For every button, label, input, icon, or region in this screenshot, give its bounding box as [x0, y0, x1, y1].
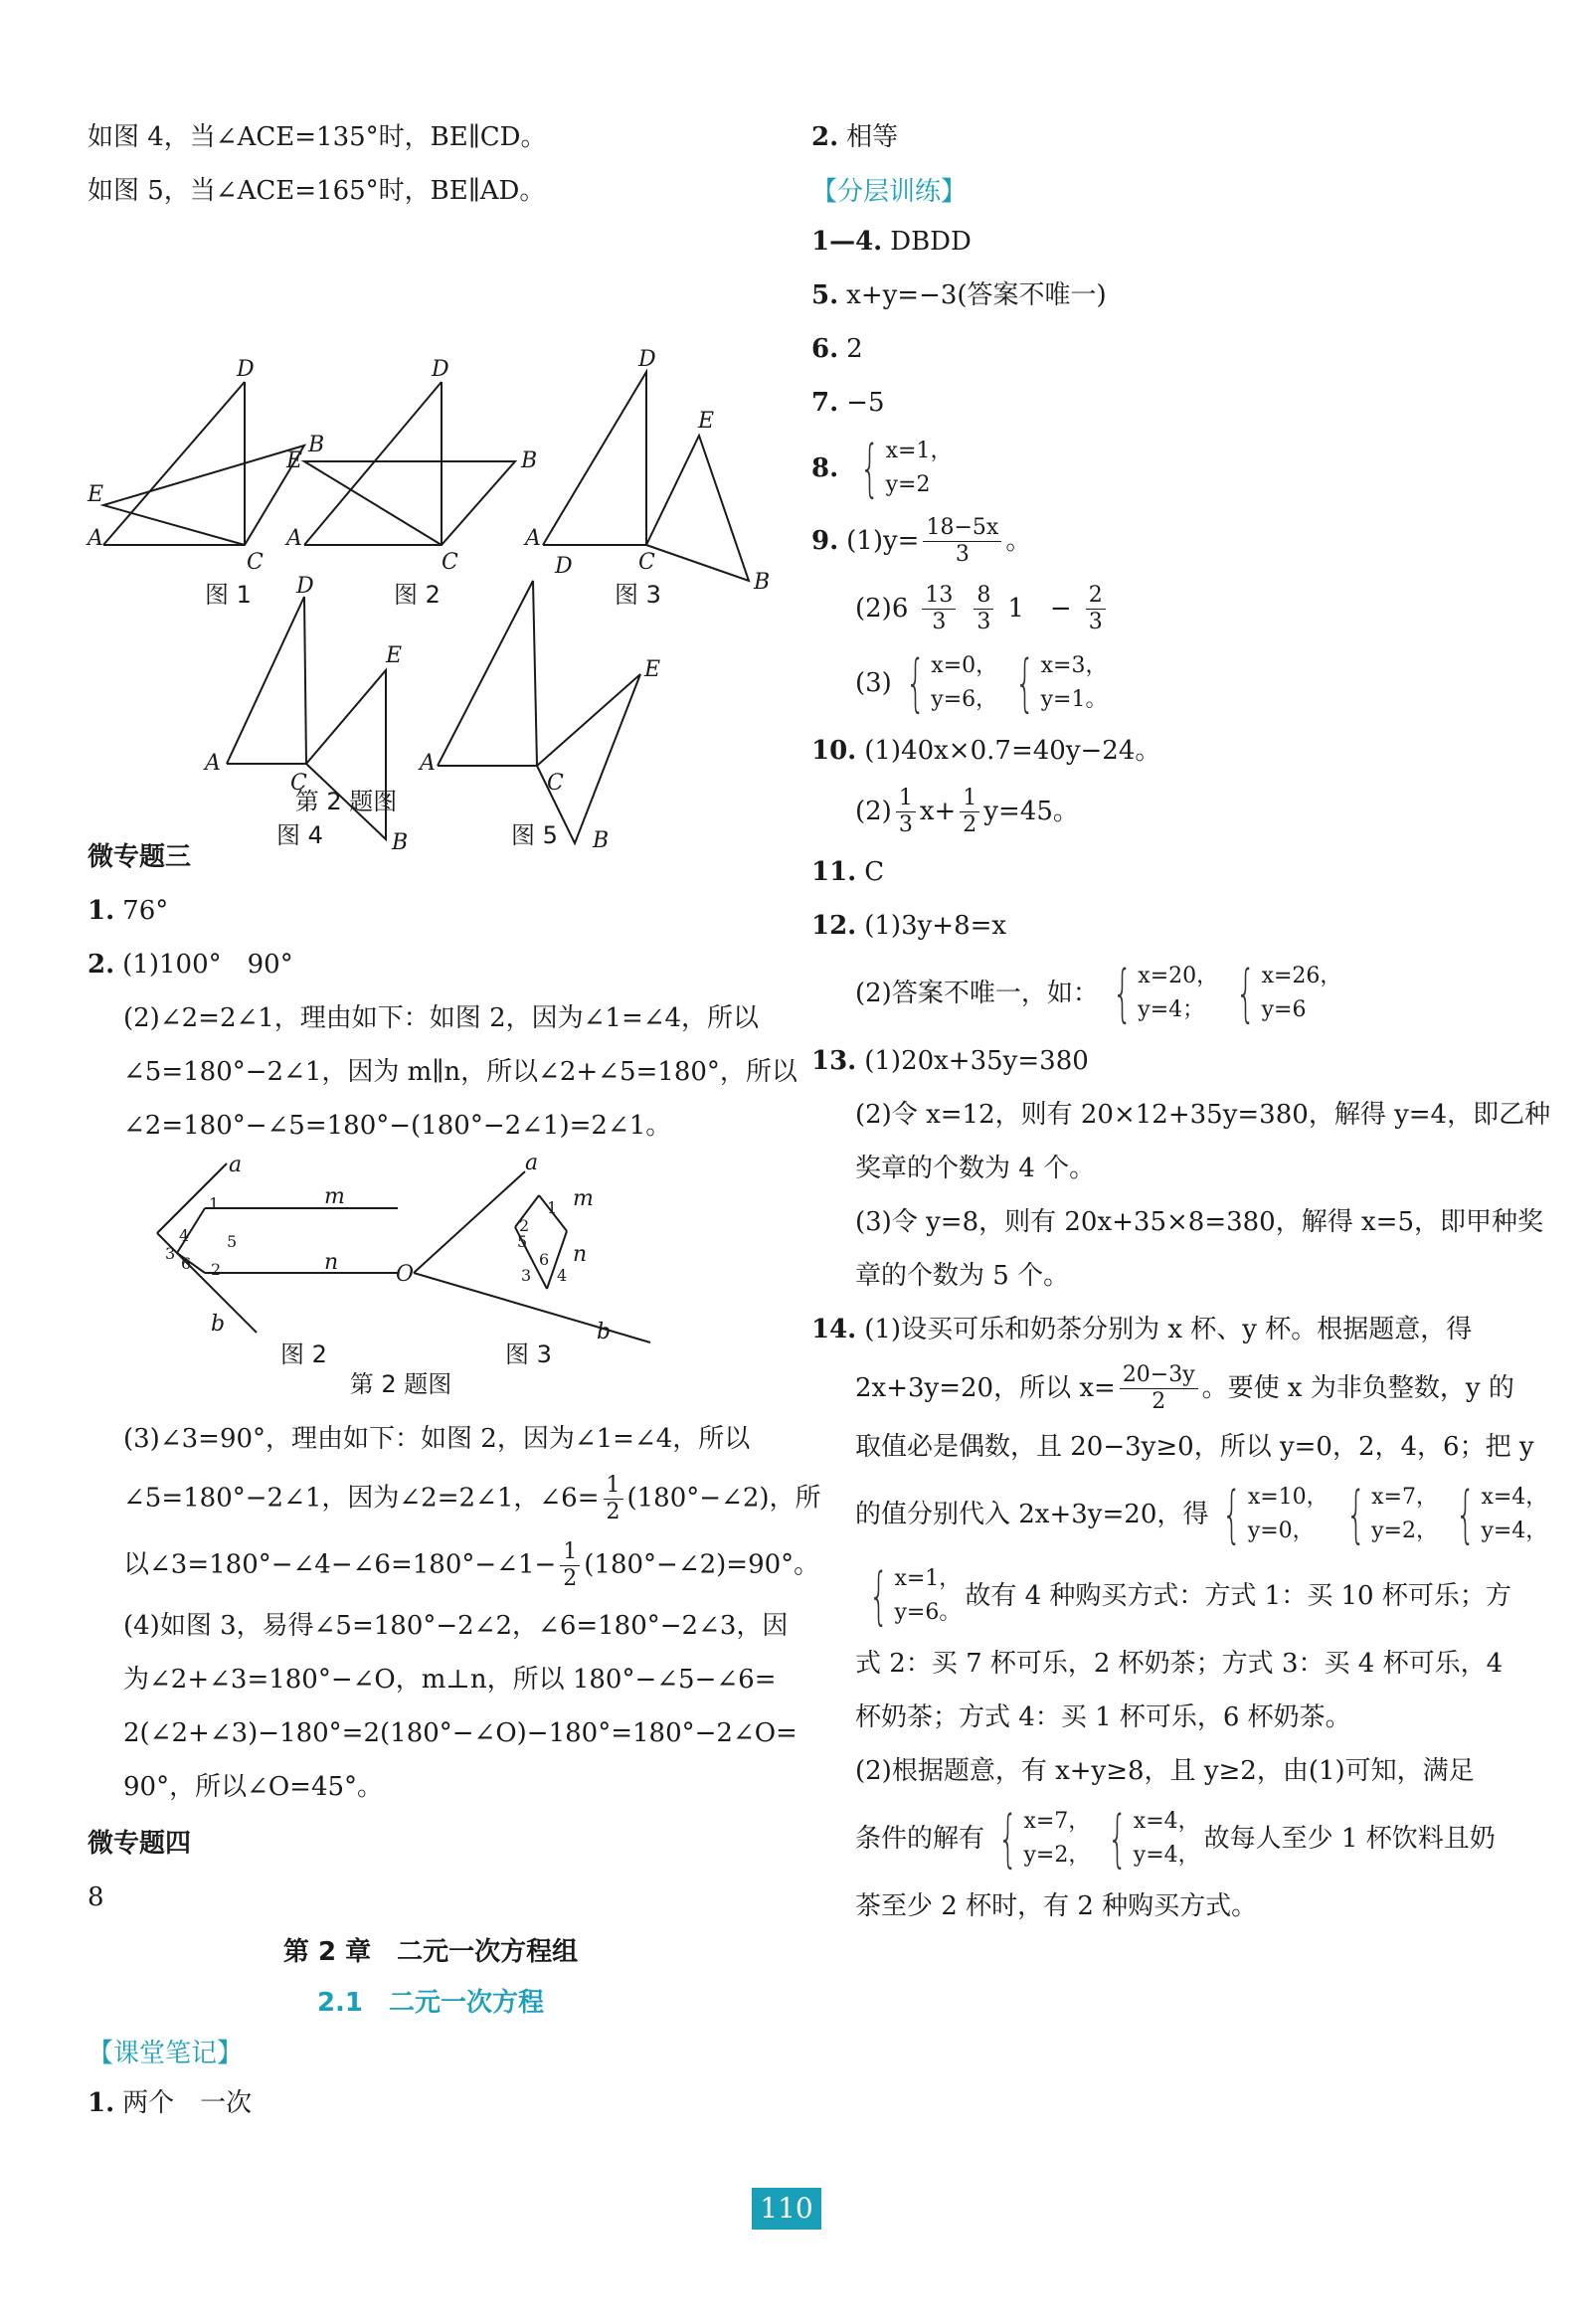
fraction: [604, 1473, 623, 1525]
system-row: x=20，: [1138, 964, 1219, 988]
system-row: y=2: [885, 472, 931, 497]
svg-text:a: a: [525, 1151, 539, 1175]
fraction: [974, 583, 993, 635]
svg-text:B: B: [521, 448, 538, 473]
system-row: x=7，: [1371, 1485, 1438, 1510]
numerator: 20−3y: [1120, 1362, 1198, 1389]
answer-text: 故每人至少 1 杯饮料且奶: [1203, 1824, 1496, 1854]
numerator: 1: [960, 786, 979, 812]
numerator: 2: [1086, 583, 1106, 610]
brace-icon: {: [1222, 1478, 1242, 1550]
denominator: 2: [1152, 1388, 1166, 1414]
svg-text:a: a: [229, 1153, 243, 1177]
svg-text:m: m: [324, 1184, 345, 1209]
numerator: 8: [974, 583, 993, 610]
answer-text: 章的个数为 5 个。: [855, 1261, 1070, 1291]
caption-fig3-mid: 图 3: [505, 1341, 552, 1368]
fraction: [960, 786, 979, 838]
answer-text: (2)6: [855, 594, 909, 624]
answer-text: 以∠3=180°−∠4−∠6=180°−∠1−: [123, 1549, 557, 1580]
answer-text: y=45。: [983, 797, 1079, 826]
svg-text:5: 5: [227, 1232, 238, 1251]
answer-text: 相等: [846, 122, 899, 152]
equation-system: [850, 432, 953, 504]
svg-text:B: B: [593, 828, 610, 853]
system-row: y=2，: [1371, 1519, 1438, 1543]
answer-text: 取值必是偶数，且 20−3y≥0，所以 y=0，2，4，6；把 y: [855, 1432, 1534, 1462]
brace-icon: {: [1236, 957, 1256, 1029]
question-number: 2.: [88, 950, 115, 980]
numerator: 13: [922, 583, 956, 610]
svg-text:2: 2: [519, 1216, 530, 1235]
brace-icon: {: [1345, 1478, 1366, 1550]
system-row: y=4，: [1481, 1519, 1548, 1543]
question-number: 14.: [811, 1315, 857, 1344]
caption-fig1: 图 1: [205, 581, 252, 609]
svg-text:2: 2: [211, 1260, 222, 1279]
denominator: 2: [963, 811, 977, 837]
answer-text: (3)∠3=90°，理由如下：如图 2，因为∠1=∠4，所以: [123, 1424, 751, 1454]
system-row: y=6，: [931, 687, 998, 712]
system-row: x=1，: [885, 439, 953, 463]
question-number: 6.: [811, 334, 839, 364]
figure-group-q2-mid: [88, 1151, 774, 1368]
question-number: 5.: [811, 280, 839, 310]
geometry-figures-1-5: [88, 225, 784, 855]
fraction: [560, 1539, 580, 1592]
svg-text:5: 5: [517, 1232, 528, 1251]
answer-text: (4)如图 3，易得∠5=180°−2∠2，∠6=180°−2∠3，因: [123, 1611, 789, 1641]
answer-text: 杯奶茶；方式 4：买 1 杯可乐，6 杯奶茶。: [855, 1702, 1351, 1732]
svg-text:1: 1: [209, 1194, 220, 1213]
svg-text:6: 6: [181, 1254, 192, 1273]
answer-text: C: [864, 857, 885, 887]
svg-text:C: C: [547, 771, 564, 796]
svg-text:D: D: [432, 357, 449, 382]
equation-system: [1103, 957, 1219, 1029]
svg-text:n: n: [573, 1242, 588, 1267]
question-number: 10.: [811, 736, 857, 766]
answer-text: 的值分别代入 2x+3y=20，得: [855, 1500, 1209, 1529]
answer-text: (2)根据题意，有 x+y≥8，且 y≥2，由(1)可知，满足: [855, 1756, 1475, 1786]
svg-text:E: E: [286, 448, 303, 473]
brace-icon: {: [905, 646, 926, 719]
answer-text: ∠5=180°−2∠1，因为 m∥n，所以∠2+∠5=180°，所以: [123, 1057, 798, 1087]
training-heading: 【分层训练】: [811, 177, 968, 207]
answer-text: (1)y=: [846, 526, 920, 556]
right-column: [811, 117, 1551, 1940]
svg-text:b: b: [597, 1320, 612, 1344]
answer-text: 为∠2+∠3=180°−∠O，m⊥n，所以 180°−∠5−∠6=: [123, 1665, 777, 1695]
svg-text:B: B: [754, 570, 771, 595]
denominator: 2: [606, 1500, 621, 1524]
numerator: 1: [896, 786, 916, 812]
svg-text:A: A: [286, 526, 302, 551]
caption-fig5: 图 5: [511, 821, 558, 849]
svg-text:O: O: [396, 1262, 415, 1287]
svg-text:n: n: [324, 1250, 339, 1275]
question-number: 11.: [811, 857, 857, 887]
system-row: x=4，: [1481, 1485, 1548, 1510]
question-number: 9.: [811, 526, 839, 556]
page-number: 110: [752, 2188, 821, 2230]
system-row: x=10，: [1247, 1485, 1329, 1510]
denominator: 3: [1088, 609, 1103, 634]
svg-text:4: 4: [179, 1226, 190, 1245]
system-row: y=6: [1261, 997, 1307, 1022]
question-number: 8.: [811, 453, 839, 483]
text-line: 如图 4，当∠ACE=135°时，BE∥CD。: [88, 122, 547, 152]
angle-figures-2-3: [88, 1151, 684, 1368]
caption-fig3: 图 3: [615, 581, 661, 609]
svg-text:E: E: [644, 657, 661, 682]
svg-text:A: A: [525, 526, 541, 551]
answer-text: (1)20x+35y=380: [864, 1046, 1089, 1076]
fraction: [1086, 583, 1106, 635]
brace-icon: {: [1112, 957, 1133, 1029]
answer-text: ∠5=180°−2∠1，因为∠2=2∠1，∠6=: [123, 1483, 600, 1514]
brace-icon: {: [868, 1559, 889, 1632]
svg-text:D: D: [555, 554, 573, 579]
svg-text:C: C: [290, 771, 307, 796]
system-row: x=7，: [1023, 1809, 1091, 1834]
answer-text: 8: [88, 1882, 104, 1912]
answer-text: −5: [846, 388, 885, 418]
answer-text: (3)令 y=8，则有 20x+35×8=380，解得 x=5，即甲种奖: [855, 1207, 1543, 1237]
answer-text: x+: [919, 797, 957, 826]
denominator: 3: [932, 609, 947, 634]
system-row: x=1，: [894, 1566, 962, 1591]
system-row: y=1。: [1040, 687, 1108, 712]
brace-icon: {: [997, 1802, 1018, 1875]
svg-text:1: 1: [547, 1198, 558, 1217]
section-heading-wz4: 微专题四: [88, 1829, 192, 1859]
answer-text: 两个 一次: [122, 2088, 253, 2118]
svg-text:3: 3: [165, 1244, 176, 1263]
question-number: 1.: [88, 896, 115, 926]
fraction: [922, 583, 956, 635]
system-row: x=0，: [931, 653, 998, 678]
equation-system: [1005, 646, 1108, 719]
fig1-lines: [103, 446, 304, 545]
equation-system: [1212, 1478, 1329, 1550]
section-heading-wz3: 微专题三: [88, 842, 192, 872]
answer-text: (2): [855, 797, 892, 826]
svg-text:6: 6: [539, 1250, 550, 1269]
answer-text: (1)100° 90°: [122, 950, 293, 980]
fraction: [923, 515, 1001, 568]
system-row: y=4；: [1138, 997, 1205, 1022]
svg-text:B: B: [308, 433, 325, 457]
label-D: D: [237, 357, 255, 382]
answer-text: 故有 4 种购买方式：方式 1：买 10 杯可乐；方: [965, 1581, 1511, 1611]
answer-line-with-fraction: [88, 1539, 820, 1592]
notes-heading: 【课堂笔记】: [88, 2039, 244, 2068]
brace-icon: {: [1015, 646, 1035, 719]
question-number: 1.: [88, 2088, 115, 2118]
svg-text:b: b: [211, 1312, 226, 1337]
question-number: 1—4.: [811, 227, 883, 257]
svg-text:E: E: [88, 482, 104, 507]
answer-text: 2(∠2+∠3)−180°=2(180°−∠O)−180°=180°−2∠O=: [123, 1718, 798, 1748]
answer-text: 1 −: [1007, 594, 1072, 624]
svg-text:C: C: [247, 550, 264, 575]
equation-system: [896, 646, 998, 719]
answer-text: (2)令 x=12，则有 20×12+35y=380，解得 y=4，即乙种: [855, 1100, 1551, 1130]
svg-text:C: C: [442, 550, 458, 575]
numerator: 1: [604, 1473, 623, 1500]
svg-text:A: A: [205, 751, 221, 776]
answer-text: (2)∠2=2∠1，理由如下：如图 2，因为∠1=∠4，所以: [123, 1003, 760, 1033]
system-row: x=26，: [1261, 964, 1342, 988]
svg-text:D: D: [296, 574, 314, 599]
answer-text: 76°: [122, 896, 169, 926]
caption-fig2: 图 2: [394, 581, 441, 609]
denominator: 3: [955, 541, 970, 567]
answer-text: 条件的解有: [855, 1824, 985, 1854]
answer-text: 90°，所以∠O=45°。: [123, 1772, 384, 1802]
svg-text:C: C: [638, 550, 655, 575]
equation-system: [859, 1559, 962, 1632]
answer-text: (3): [855, 668, 892, 698]
answer-text: (1)设买可乐和奶茶分别为 x 杯、y 杯。根据题意，得: [864, 1315, 1473, 1344]
figure-title: 第 2 题图: [349, 1370, 452, 1398]
equation-system: [1336, 1478, 1438, 1550]
system-row: y=4，: [1133, 1843, 1200, 1868]
svg-text:B: B: [392, 830, 409, 855]
text-line: 如图 5，当∠ACE=165°时，BE∥AD。: [88, 176, 546, 206]
caption-fig4: 图 4: [276, 821, 323, 849]
answer-text: (1)3y+8=x: [864, 911, 1007, 941]
system-row: y=6。: [894, 1600, 962, 1625]
answer-text: ∠2=180°−∠5=180°−(180°−2∠1)=2∠1。: [123, 1111, 672, 1141]
question-number: 12.: [811, 911, 857, 941]
answer-text: 。要使 x 为非负整数，y 的: [1201, 1373, 1514, 1403]
numerator: 18−5x: [923, 515, 1001, 542]
brace-icon: {: [1108, 1802, 1128, 1875]
caption-fig2-mid: 图 2: [280, 1341, 327, 1368]
answer-text: 2: [846, 334, 863, 364]
answer-text: 奖章的个数为 4 个。: [855, 1154, 1096, 1183]
answer-text: 。: [1005, 526, 1032, 556]
fraction: [896, 786, 916, 838]
question-number: 7.: [811, 388, 839, 418]
answer-text: (180°−∠2)，所: [626, 1483, 821, 1514]
fraction: [1120, 1362, 1198, 1415]
denominator: 3: [976, 609, 991, 634]
chapter-title: 第 2 章 二元一次方程组: [282, 1937, 579, 1967]
system-row: x=4，: [1133, 1809, 1200, 1834]
answer-line-with-fraction: [88, 1473, 821, 1525]
system-row: y=2，: [1023, 1843, 1091, 1868]
question-number: 2.: [811, 122, 839, 152]
brace-icon: {: [1455, 1478, 1476, 1550]
numerator: 1: [560, 1539, 580, 1566]
svg-text:m: m: [573, 1186, 594, 1211]
question-number: 13.: [811, 1046, 857, 1076]
equation-system: [1226, 957, 1342, 1029]
answer-text: DBDD: [890, 227, 972, 257]
figure-group-q2-top: [88, 225, 774, 855]
section-title: 2.1 二元一次方程: [316, 1988, 545, 2018]
answer-text: (1)40x×0.7=40y−24。: [864, 736, 1161, 766]
svg-text:D: D: [638, 347, 656, 372]
system-row: x=3，: [1040, 653, 1108, 678]
equation-system: [988, 1802, 1091, 1875]
figure-title: 第 2 题图: [294, 788, 398, 815]
svg-text:4: 4: [557, 1266, 568, 1285]
denominator: 2: [563, 1566, 578, 1591]
denominator: 3: [898, 811, 913, 837]
answer-text: 2x+3y=20，所以 x=: [855, 1373, 1116, 1403]
answer-text: 式 2：买 7 杯可乐，2 杯奶茶；方式 3：买 4 杯可乐，4: [855, 1649, 1504, 1679]
equation-system: [1446, 1478, 1548, 1550]
svg-text:E: E: [698, 409, 715, 434]
answer-text: (2)答案不唯一，如：: [855, 979, 1099, 1008]
answer-text: 茶至少 2 杯时，有 2 种购买方式。: [855, 1891, 1258, 1921]
svg-text:A: A: [88, 526, 103, 551]
equation-system: [1098, 1802, 1200, 1875]
svg-text:3: 3: [521, 1266, 532, 1285]
svg-text:E: E: [386, 643, 403, 668]
left-column: [88, 117, 821, 2137]
svg-text:A: A: [420, 751, 436, 776]
answer-text: x+y=−3(答案不唯一): [846, 280, 1107, 310]
brace-icon: {: [860, 432, 880, 504]
answer-text: (180°−∠2)=90°。: [584, 1549, 820, 1580]
system-row: y=0，: [1247, 1519, 1315, 1543]
